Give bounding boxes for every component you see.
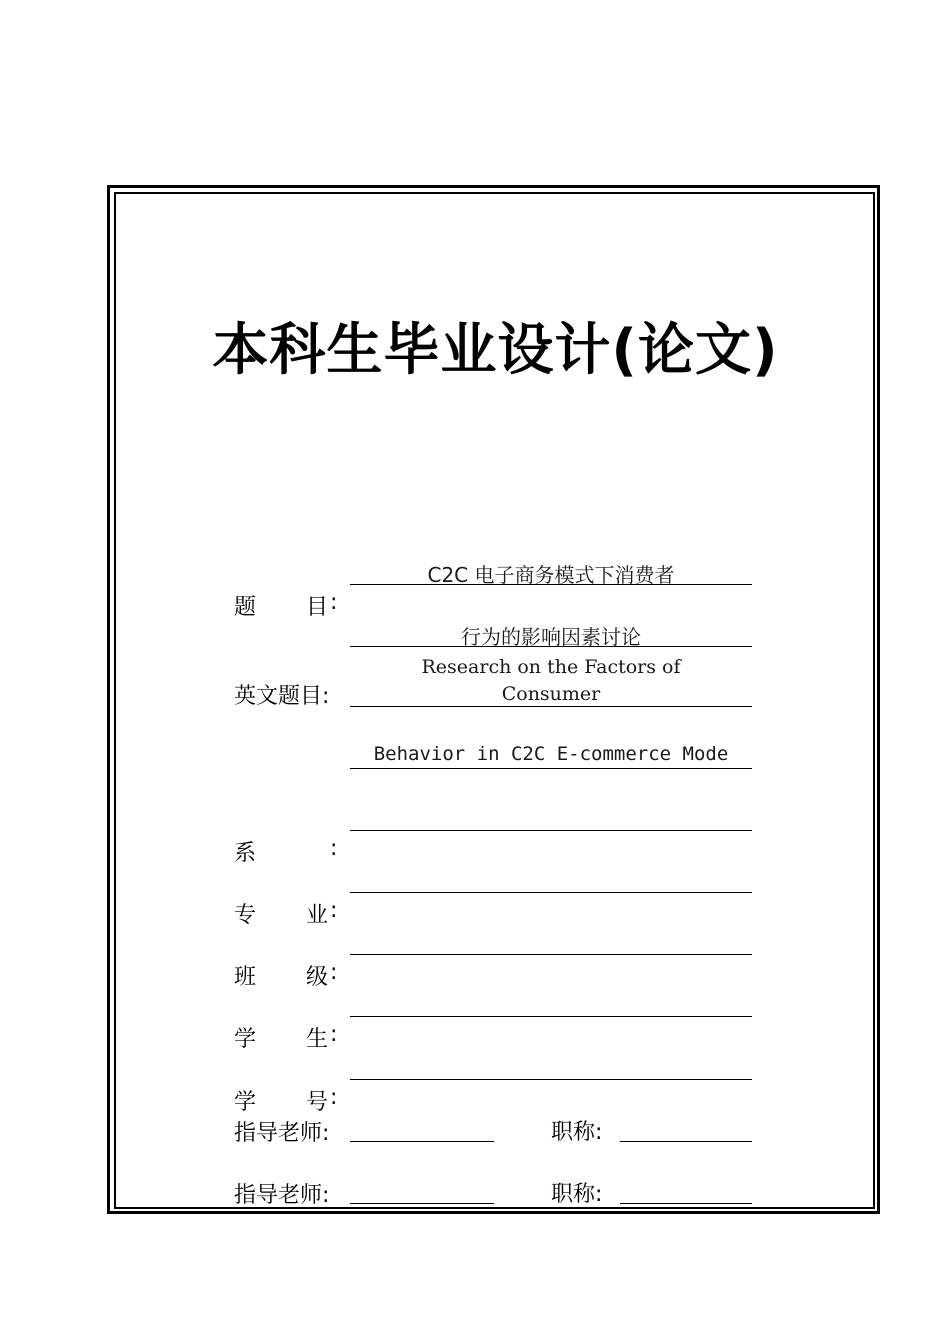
topic-label-char1: 题 <box>234 595 257 620</box>
advisor2-title-label: 职称: <box>551 1182 603 1207</box>
department-field[interactable] <box>350 830 752 831</box>
topic-line1-underline[interactable] <box>350 584 752 585</box>
advisor2-title-field[interactable] <box>620 1203 752 1204</box>
student-id-label-colon: : <box>330 1085 338 1110</box>
english-topic-line1b-text: Consumer <box>501 683 601 705</box>
english-topic-line2-text: Behavior in C2C E-commerce Mode <box>373 743 729 765</box>
advisor1-title-field[interactable] <box>620 1141 752 1142</box>
advisor2-label: 指导老师: <box>234 1183 330 1208</box>
english-topic-line1a-text: Research on the Factors of <box>421 656 681 678</box>
major-label-colon: : <box>330 898 338 923</box>
student-id-field[interactable] <box>350 1079 752 1080</box>
department-label-char1: 系 <box>234 841 257 866</box>
class-label-char1: 班 <box>234 965 257 990</box>
student-label-colon: : <box>330 1022 338 1047</box>
advisor1-title-label: 职称: <box>551 1120 603 1145</box>
student-field[interactable] <box>350 1016 752 1017</box>
major-label-char1: 专 <box>234 903 257 928</box>
page-title: 本科生毕业设计(论文) <box>212 318 779 383</box>
student-label-char2: 生 <box>306 1027 329 1052</box>
english-topic-line2-underline[interactable] <box>350 768 752 769</box>
major-label-char2: 业 <box>306 903 329 928</box>
topic-label-colon: : <box>330 590 338 615</box>
topic-label-char2: 目 <box>306 595 329 620</box>
student-label-char1: 学 <box>234 1027 257 1052</box>
english-topic-line1-underline[interactable] <box>350 706 752 707</box>
class-field[interactable] <box>350 954 752 955</box>
advisor1-label: 指导老师: <box>234 1121 330 1146</box>
department-label-colon: : <box>330 836 338 861</box>
class-label-colon: : <box>330 960 338 985</box>
student-id-label-char1: 学 <box>234 1090 257 1115</box>
advisor1-field[interactable] <box>350 1141 494 1142</box>
advisor2-field[interactable] <box>350 1203 494 1204</box>
student-id-label-char2: 号 <box>306 1090 329 1115</box>
topic-line2-text: 行为的影响因素讨论 <box>461 625 641 649</box>
class-label-char2: 级 <box>306 965 329 990</box>
english-topic-label: 英文题目: <box>234 684 330 709</box>
topic-line1-text: C2C 电子商务模式下消费者 <box>427 563 675 587</box>
topic-line2-underline[interactable] <box>350 646 752 647</box>
major-field[interactable] <box>350 892 752 893</box>
